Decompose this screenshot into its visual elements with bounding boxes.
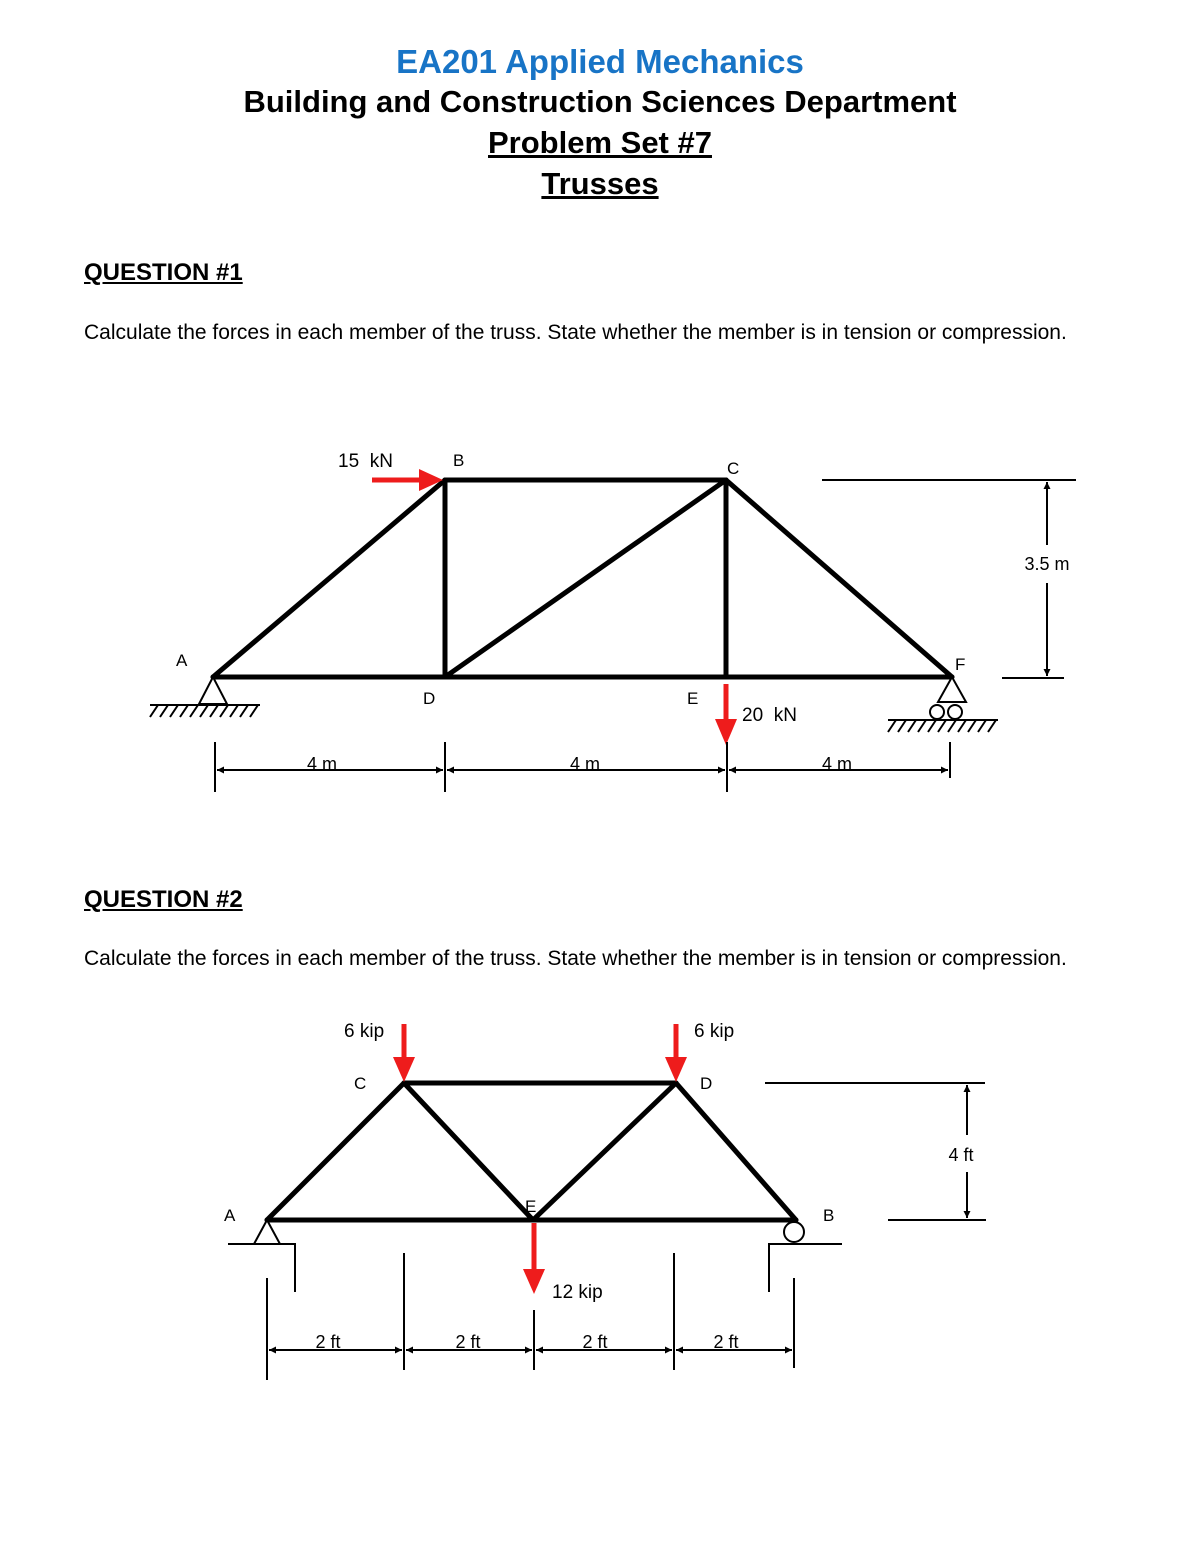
member-ce <box>404 1083 533 1220</box>
height-label-2: 4 ft <box>948 1145 974 1165</box>
member-ed <box>533 1083 676 1220</box>
span-label-2-4: 2 ft <box>713 1332 739 1352</box>
joint-label-a-2: A <box>224 1206 236 1225</box>
load-label-12kip: 12 kip <box>552 1282 603 1303</box>
span-label-2: 4 m <box>569 754 601 774</box>
joint-label-b: B <box>453 451 465 470</box>
member-db <box>676 1083 796 1220</box>
course-title: EA201 Applied Mechanics <box>396 43 804 80</box>
truss-1-figure <box>150 451 1076 792</box>
load-arrow-6kip-c <box>393 1024 415 1082</box>
joint-label-e-2: E <box>525 1197 537 1216</box>
load-label-15kn: 15 kN <box>338 451 393 472</box>
question-1-text: Calculate the forces in each member of the truss. State whether the member is in tension or compression. <box>84 321 1067 344</box>
span-label-1: 4 m <box>306 754 338 774</box>
joint-label-d: D <box>423 689 436 708</box>
joint-label-b-2: B <box>823 1206 835 1225</box>
joint-label-c: C <box>727 459 740 478</box>
joint-label-e: E <box>687 689 699 708</box>
joint-label-f: F <box>955 655 966 674</box>
load-label-6kip-c: 6 kip <box>344 1021 385 1042</box>
problem-set-title: Problem Set #7 <box>488 125 712 160</box>
span-label-2-3: 2 ft <box>582 1332 608 1352</box>
height-label-1: 3.5 m <box>1024 554 1070 574</box>
load-arrow-20kn <box>715 684 737 745</box>
load-arrow-12kip <box>523 1223 545 1294</box>
joint-label-c-2: C <box>354 1074 367 1093</box>
span-label-3: 4 m <box>821 754 853 774</box>
joint-label-a: A <box>176 651 188 670</box>
member-ac <box>267 1083 404 1220</box>
member-dc <box>445 480 726 677</box>
question-1-heading: QUESTION #1 <box>84 259 243 286</box>
pin-support-a-2 <box>228 1220 296 1292</box>
question-2-heading: QUESTION #2 <box>84 886 243 913</box>
load-label-6kip-d: 6 kip <box>694 1021 735 1042</box>
span-label-2-1: 2 ft <box>315 1332 341 1352</box>
member-cf <box>726 480 952 677</box>
truss-2-figure <box>224 1021 986 1380</box>
load-label-20kn: 20 kN <box>742 705 797 726</box>
truss-1-members <box>213 480 952 677</box>
span-label-2-2: 2 ft <box>455 1332 481 1352</box>
pin-support-a <box>150 677 260 717</box>
roller-support-f <box>888 677 998 732</box>
load-arrow-6kip-d <box>665 1024 687 1082</box>
joint-label-d-2: D <box>700 1074 713 1093</box>
question-2-text: Calculate the forces in each member of the truss. State whether the member is in tension or compression. <box>84 947 1067 970</box>
truss-1-height-dimension <box>822 480 1076 678</box>
topic-title: Trusses <box>541 166 659 201</box>
department-title: Building and Construction Sciences Department <box>243 84 957 119</box>
roller-support-b-2 <box>768 1222 842 1292</box>
member-ab <box>213 480 445 677</box>
